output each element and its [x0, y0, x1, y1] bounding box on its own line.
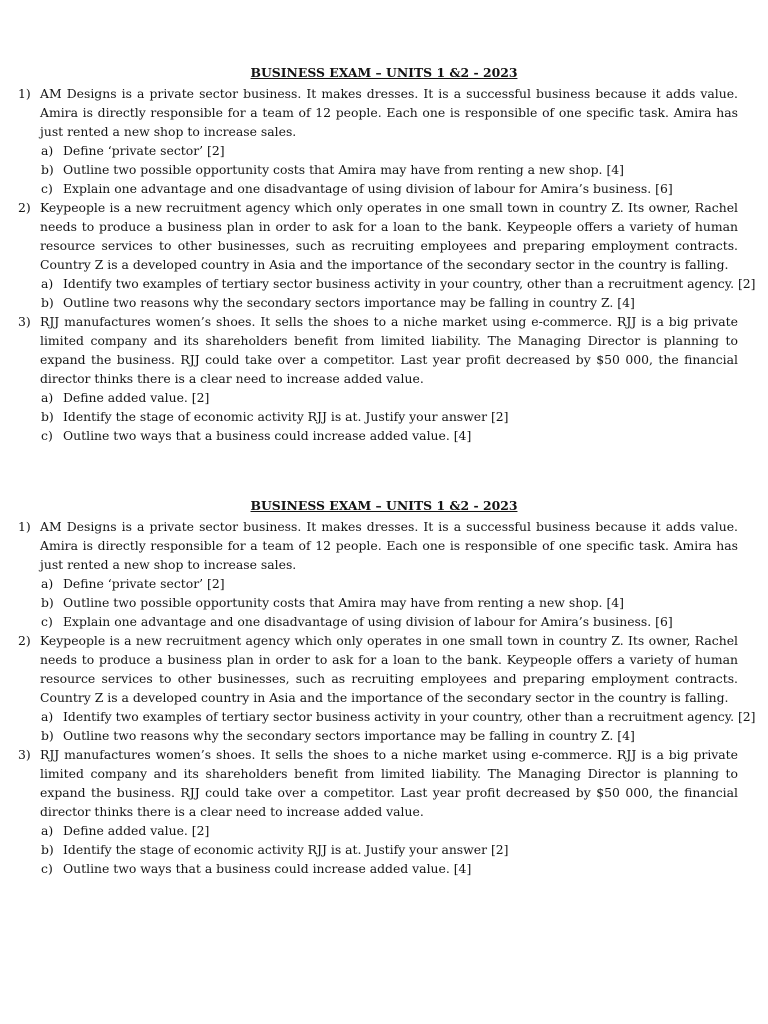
question-1-part-c: [0, 612, 768, 631]
question-1-part-a: [0, 574, 768, 593]
question-number: 1): [18, 519, 31, 534]
part-text: Outline two ways that a business could increase added value. [4]: [63, 428, 472, 443]
question-number: 3): [18, 747, 31, 762]
part-letter: b): [41, 295, 54, 310]
part-letter: b): [41, 728, 54, 743]
part-letter: b): [41, 409, 54, 424]
part-text: Identify two examples of tertiary sector business activity in your country, other than a recruitment agency. [2]: [63, 276, 756, 291]
question-2-part-a: [0, 274, 768, 293]
part-text: Define added value. [2]: [63, 823, 210, 838]
question-3-part-c: [0, 426, 768, 445]
part-text: Identify the stage of economic activity RJJ is at. Justify your answer [2]: [63, 842, 509, 857]
part-text: Define ‘private sector’ [2]: [63, 143, 225, 158]
part-letter: c): [41, 428, 53, 443]
exam-sheet-copy-2: [0, 498, 768, 878]
part-letter: c): [41, 614, 53, 629]
part-letter: a): [41, 390, 54, 405]
question-2-part-b: [0, 293, 768, 312]
exam-sheet-copy-1: [0, 65, 768, 445]
question-3-part-c: [0, 859, 768, 878]
question-3: [0, 745, 768, 821]
part-text: Outline two reasons why the secondary sectors importance may be falling in country Z. [4]: [63, 728, 635, 743]
part-letter: a): [41, 276, 54, 291]
part-text: Define added value. [2]: [63, 390, 210, 405]
part-text: Outline two reasons why the secondary sectors importance may be falling in country Z. [4]: [63, 295, 635, 310]
question-2-part-a: [0, 707, 768, 726]
part-letter: b): [41, 162, 54, 177]
part-letter: c): [41, 861, 53, 876]
question-1-part-b: [0, 160, 768, 179]
part-letter: b): [41, 842, 54, 857]
question-2: [0, 631, 768, 707]
question-1-part-b: [0, 593, 768, 612]
question-1-part-c: [0, 179, 768, 198]
part-text: Explain one advantage and one disadvantage of using division of labour for Amira’s business. [6]: [63, 181, 673, 196]
question-number: 2): [18, 200, 31, 215]
question-text: Keypeople is a new recruitment agency which only operates in one small town in country Z. Its owner, Rachel needs to produce a business plan in order to ask for a loan to the bank. Keypeople offers a variety of human resource services to other businesses, such as recruiting employees and preparing employment contracts. Country Z is a developed country in Asia and the importance of the secondary sector in the country is falling.: [40, 200, 738, 272]
question-3: [0, 312, 768, 388]
exam-title: BUSINESS EXAM – UNITS 1 &2 - 2023: [250, 498, 518, 513]
part-letter: c): [41, 181, 53, 196]
question-2: [0, 198, 768, 274]
part-text: Outline two possible opportunity costs that Amira may have from renting a new shop. [4]: [63, 595, 624, 610]
part-letter: a): [41, 823, 54, 838]
exam-title: BUSINESS EXAM – UNITS 1 &2 - 2023: [250, 65, 518, 80]
part-text: Explain one advantage and one disadvantage of using division of labour for Amira’s business. [6]: [63, 614, 673, 629]
question-1: [0, 84, 768, 141]
question-1: [0, 517, 768, 574]
part-letter: a): [41, 143, 54, 158]
question-text: AM Designs is a private sector business. It makes dresses. It is a successful business because it adds value. Amira is directly responsible for a team of 12 people. Each one is responsible of one specific task. Amira has just rented a new shop to increase sales.: [40, 519, 738, 572]
part-text: Outline two ways that a business could increase added value. [4]: [63, 861, 472, 876]
question-3-part-b: [0, 407, 768, 426]
question-3-part-a: [0, 388, 768, 407]
question-number: 3): [18, 314, 31, 329]
part-text: Define ‘private sector’ [2]: [63, 576, 225, 591]
part-text: Identify two examples of tertiary sector business activity in your country, other than a recruitment agency. [2]: [63, 709, 756, 724]
question-1-part-a: [0, 141, 768, 160]
part-letter: a): [41, 576, 54, 591]
question-3-part-a: [0, 821, 768, 840]
question-text: AM Designs is a private sector business. It makes dresses. It is a successful business because it adds value. Amira is directly responsible for a team of 12 people. Each one is responsible of one specific task. Amira has just rented a new shop to increase sales.: [40, 86, 738, 139]
question-number: 1): [18, 86, 31, 101]
question-number: 2): [18, 633, 31, 648]
part-letter: b): [41, 595, 54, 610]
question-2-part-b: [0, 726, 768, 745]
question-3-part-b: [0, 840, 768, 859]
question-text: Keypeople is a new recruitment agency which only operates in one small town in country Z. Its owner, Rachel needs to produce a business plan in order to ask for a loan to the bank. Keypeople offers a variety of human resource services to other businesses, such as recruiting employees and preparing employment contracts. Country Z is a developed country in Asia and the importance of the secondary sector in the country is falling.: [40, 633, 738, 705]
question-text: RJJ manufactures women’s shoes. It sells the shoes to a niche market using e-commerce. RJJ is a big private limited company and its shareholders benefit from limited liability. The Managing Director is planning to expand the business. RJJ could take over a competitor. Last year profit decreased by $50 000, the financial director thinks there is a clear need to increase added value.: [40, 747, 738, 819]
part-text: Identify the stage of economic activity RJJ is at. Justify your answer [2]: [63, 409, 509, 424]
part-letter: a): [41, 709, 54, 724]
question-text: RJJ manufactures women’s shoes. It sells the shoes to a niche market using e-commerce. RJJ is a big private limited company and its shareholders benefit from limited liability. The Managing Director is planning to expand the business. RJJ could take over a competitor. Last year profit decreased by $50 000, the financial director thinks there is a clear need to increase added value.: [40, 314, 738, 386]
part-text: Outline two possible opportunity costs that Amira may have from renting a new shop. [4]: [63, 162, 624, 177]
